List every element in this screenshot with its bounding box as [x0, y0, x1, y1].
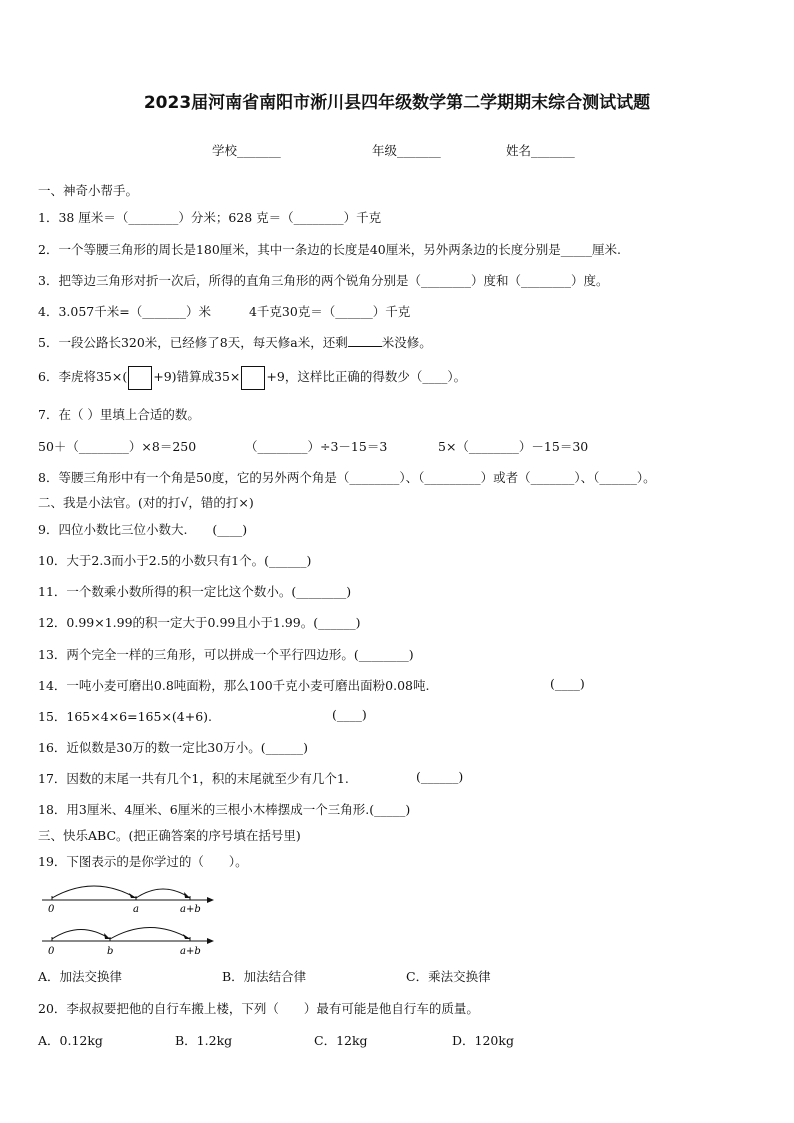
question-12: 12．0.99×1.99的积一定大于0.99且小于1.99。(______) [38, 615, 361, 630]
label-0: 0 [48, 946, 55, 957]
question-20: 20．李叔叔要把他的自行车搬上楼，下列（ ）最有可能是他自行车的质量。 [38, 1001, 479, 1016]
question-4-part-b: 4千克30克＝（______）千克 [248, 304, 411, 319]
question-17: 17．因数的末尾一共有几个1，积的末尾就至少有几个1. [38, 771, 349, 786]
question-1: 1．38 厘米＝（________）分米；628 克＝（________）千克 [38, 210, 382, 225]
arc-b [136, 889, 190, 898]
question-14: 14．一吨小麦可磨出0.8吨面粉，那么100千克小麦可磨出面粉0.08吨. [38, 678, 430, 693]
question-3: 3．把等边三角形对折一次后，所得的直角三角形的两个锐角分别是（________）度和（________）度。 [38, 273, 609, 288]
section-2-heading: 二、我是小法官。(对的打√，错的打×) [38, 495, 254, 510]
question-7: 7．在（ ）里填上合适的数。 [38, 407, 200, 422]
question-6-part-b: +9)错算成35× [153, 369, 241, 384]
question-14-answer: (____) [550, 676, 585, 691]
label-a: a [133, 904, 139, 915]
question-5-part-a: 5．一段公路长320米，已经修了8天，每天修a米，还剩 [38, 335, 348, 350]
label-a-plus-b: a+b [180, 946, 201, 957]
question-10: 10．大于2.3而小于2.5的小数只有1个。(______) [38, 553, 312, 568]
question-15-answer: (____) [332, 707, 367, 722]
question-8: 8．等腰三角形中有一个角是50度，它的另外两个角是（________）、（_________）或者（_______）、（______）。 [38, 470, 656, 485]
question-15: 15．165×4×6=165×(4+6). [38, 709, 213, 724]
question-6 [38, 364, 466, 390]
question-19-option-b: B．加法结合律 [222, 969, 307, 984]
question-17-answer: (______) [416, 769, 464, 784]
question-20-option-d: D．120kg [452, 1033, 514, 1048]
question-4-part-a: 4．3.057千米=（_______）米 [38, 304, 211, 319]
question-6-part-c: +9，这样比正确的得数少（____）。 [266, 369, 467, 384]
arc-a [52, 886, 136, 898]
grade-field: 年级_______ [372, 143, 441, 158]
question-19-option-a: A．加法交换律 [38, 969, 123, 984]
page-title: 2023届河南省南阳市淅川县四年级数学第二学期期末综合测试试题 [143, 93, 651, 113]
number-line-figure [38, 876, 228, 960]
answer-blank [348, 334, 382, 347]
question-20-option-b: B．1.2kg [175, 1033, 233, 1048]
number-line-1 [42, 886, 214, 915]
question-4 [38, 302, 410, 320]
question-18: 18．用3厘米、4厘米、6厘米的三根小木棒摆成一个三角形.(_____) [38, 802, 411, 817]
question-19: 19．下图表示的是你学过的（ ）。 [38, 854, 248, 869]
label-0: 0 [48, 904, 55, 915]
question-6-part-a: 6．李虎将35×( [38, 369, 128, 384]
name-field: 姓名_______ [506, 143, 575, 158]
label-b: b [107, 946, 114, 957]
question-9: 9．四位小数比三位小数大. (____) [38, 522, 248, 537]
arc-a [110, 928, 190, 940]
section-3-heading: 三、快乐ABC。(把正确答案的序号填在括号里) [38, 828, 301, 843]
question-7-item-b: （________）÷3－15＝3 [245, 439, 388, 454]
arrow-head [207, 938, 214, 944]
question-7-item-c: 5×（________）－15＝30 [438, 439, 589, 454]
number-line-2 [42, 928, 214, 958]
question-5 [38, 333, 432, 351]
answer-box [241, 366, 265, 390]
arc-arrow [129, 893, 136, 898]
school-field: 学校_______ [212, 143, 281, 158]
question-16: 16．近似数是30万的数一定比30万小。(______) [38, 740, 308, 755]
question-2: 2．一个等腰三角形的周长是180厘米，其中一条边的长度是40厘米，另外两条边的长度分别是_____厘米. [38, 242, 621, 257]
answer-box [128, 366, 152, 390]
question-20-option-c: C．12kg [314, 1033, 368, 1048]
question-5-part-b: 米没修。 [381, 335, 432, 350]
question-7-item-a: 50＋（________）×8＝250 [38, 439, 197, 454]
question-11: 11．一个数乘小数所得的积一定比这个数小。(________) [38, 584, 352, 599]
question-19-option-c: C．乘法交换律 [406, 969, 491, 984]
arc-arrow [183, 934, 190, 939]
arrow-head [207, 897, 214, 903]
question-20-option-a: A．0.12kg [38, 1033, 103, 1048]
question-13: 13．两个完全一样的三角形，可以拼成一个平行四边形。(________) [38, 647, 414, 662]
arc-b [52, 930, 110, 940]
section-1-heading: 一、神奇小帮手。 [38, 183, 139, 198]
label-a-plus-b: a+b [180, 904, 201, 915]
